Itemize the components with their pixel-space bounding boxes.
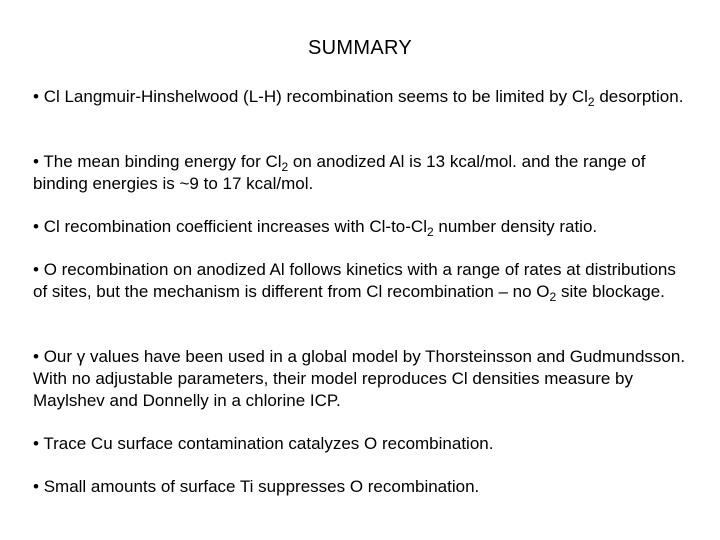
bullet-text: Cl Langmuir-Hinshelwood (L-H) recombination seems to be limited by Cl — [43, 87, 588, 106]
bullet-item — [33, 346, 693, 412]
bullet-text: site blockage. — [556, 282, 665, 301]
bullet-marker: • — [33, 152, 39, 171]
bullet-item — [33, 476, 693, 498]
bullet-text: O recombination on anodized Al follows kinetics with a range of rates at distributions of sites, but the mechanism is different from Cl recombination – no O — [33, 260, 676, 301]
bullet-marker: • — [33, 477, 39, 496]
slide-title: SUMMARY — [308, 37, 412, 59]
bullet-marker: • — [33, 260, 39, 279]
bullet-item — [33, 151, 693, 195]
bullet-marker: • — [33, 434, 39, 453]
bullet-item — [33, 86, 693, 108]
subscript: 2 — [281, 160, 289, 174]
bullet-item — [33, 216, 693, 238]
bullet-marker: • — [33, 347, 39, 366]
bullet-text: Small amounts of surface Ti suppresses O recombination. — [43, 477, 480, 496]
subscript: 2 — [549, 290, 557, 304]
bullet-marker: • — [33, 217, 39, 236]
bullet-text: number density ratio. — [433, 217, 598, 236]
bullet-text: desorption. — [594, 87, 684, 106]
bullet-text: Trace Cu surface contamination catalyzes O recombination. — [43, 434, 494, 453]
bullet-item — [33, 259, 693, 303]
bullet-text: on anodized Al is 13 kcal/mol. and the range of binding energies is ~9 to 17 kcal/mol. — [33, 152, 646, 193]
subscript: 2 — [587, 95, 595, 109]
bullet-marker: • — [33, 87, 39, 106]
bullet-text: Our γ values have been used in a global model by Thorsteinsson and Gudmundsson. With no adjustable parameters, their model reproduces Cl densities measure by Maylshev and Donnelly in a chlorine ICP. — [33, 347, 686, 410]
bullet-text: Cl recombination coefficient increases with Cl-to-Cl — [43, 217, 427, 236]
bullet-text: The mean binding energy for Cl — [43, 152, 282, 171]
bullet-item — [33, 433, 693, 455]
subscript: 2 — [426, 225, 434, 239]
